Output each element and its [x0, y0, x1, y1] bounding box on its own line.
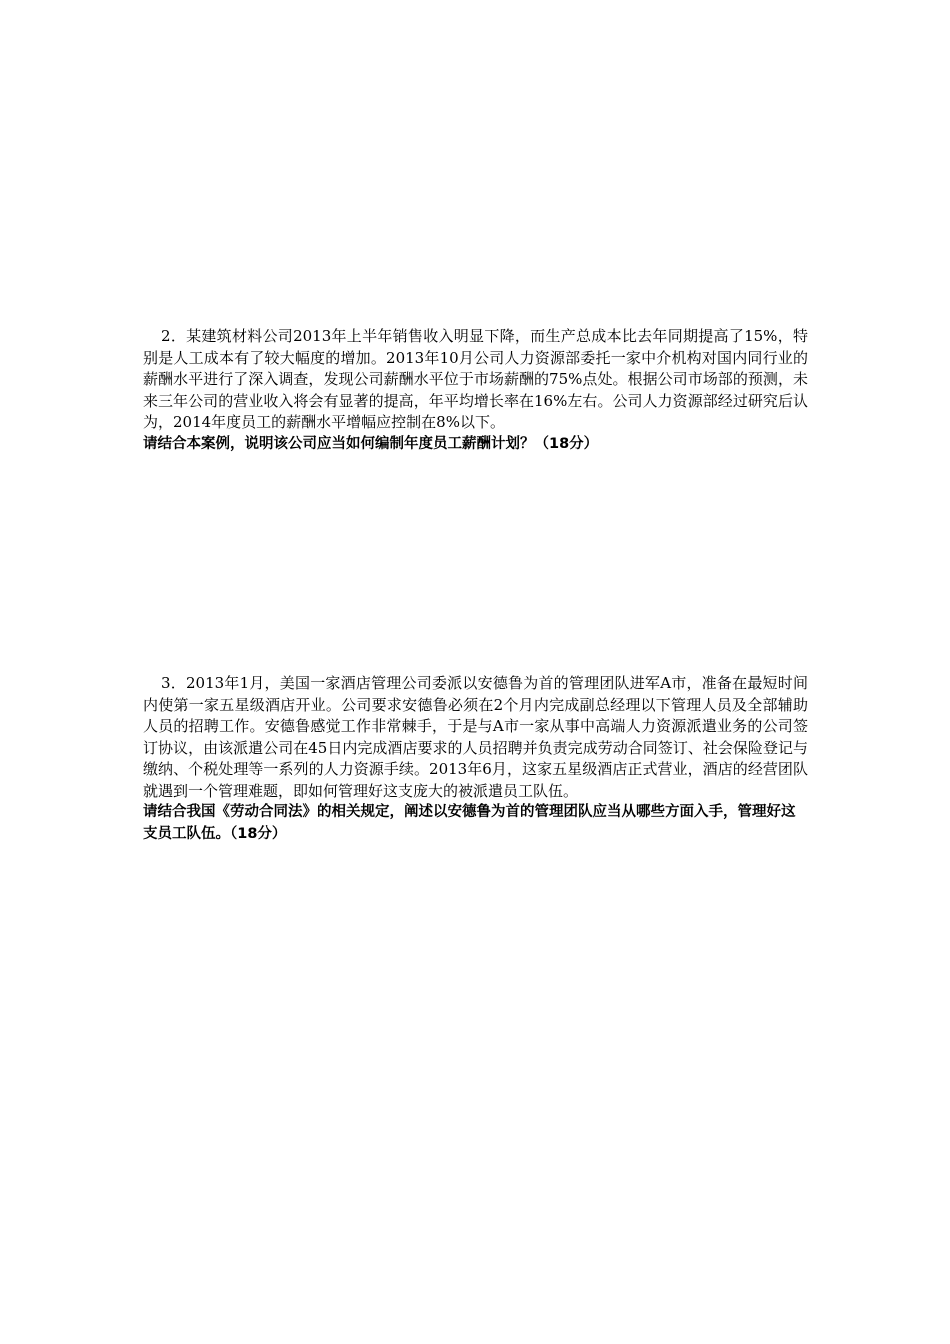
question-3-prompt: 请结合我国《劳动合同法》的相关规定，阐述以安德鲁为首的管理团队应当从哪些方面入手，管理好这支员工队伍。（18分） [143, 804, 796, 842]
question-2-body: 2．某建筑材料公司2013年上半年销售收入明显下降，而生产总成本比去年同期提高了15%，特别是人工成本有了较大幅度的增加。2013年10月公司人力资源部委托一家中介机构对国内同行业的薪酬水平进行了深入调查，发现公司薪酬水平位于市场薪酬的75%点处。根据公司市场部的预测，未来三年公司的营业收入将会有显著的提高，年平均增长率在16%左右。公司人力资源部经过研究后认为，2014年度员工的薪酬水平增幅应控制在8%以下。 [143, 327, 808, 431]
question-2-prompt: 请结合本案例，说明该公司应当如何编制年度员工薪酬计划？（18分） [143, 435, 599, 452]
question-3 [143, 673, 808, 845]
question-3-body: 3．2013年1月，美国一家酒店管理公司委派以安德鲁为首的管理团队进军A市，准备在最短时间内使第一家五星级酒店开业。公司要求安德鲁必须在2个月内完成副总经理以下管理人员及全部辅助人员的招聘工作。安德鲁感觉工作非常棘手，于是与A市一家从事中高端人力资源派遣业务的公司签订协议，由该派遣公司在45日内完成酒店要求的人员招聘并负责完成劳动合同签订、社会保险登记与缴纳、个税处理等一系列的人力资源手续。2013年6月，这家五星级酒店正式营业，酒店的经营团队就遇到一个管理难题，即如何管理好这支庞大的被派遣员工队伍。 [143, 674, 808, 800]
question-2 [143, 326, 808, 455]
